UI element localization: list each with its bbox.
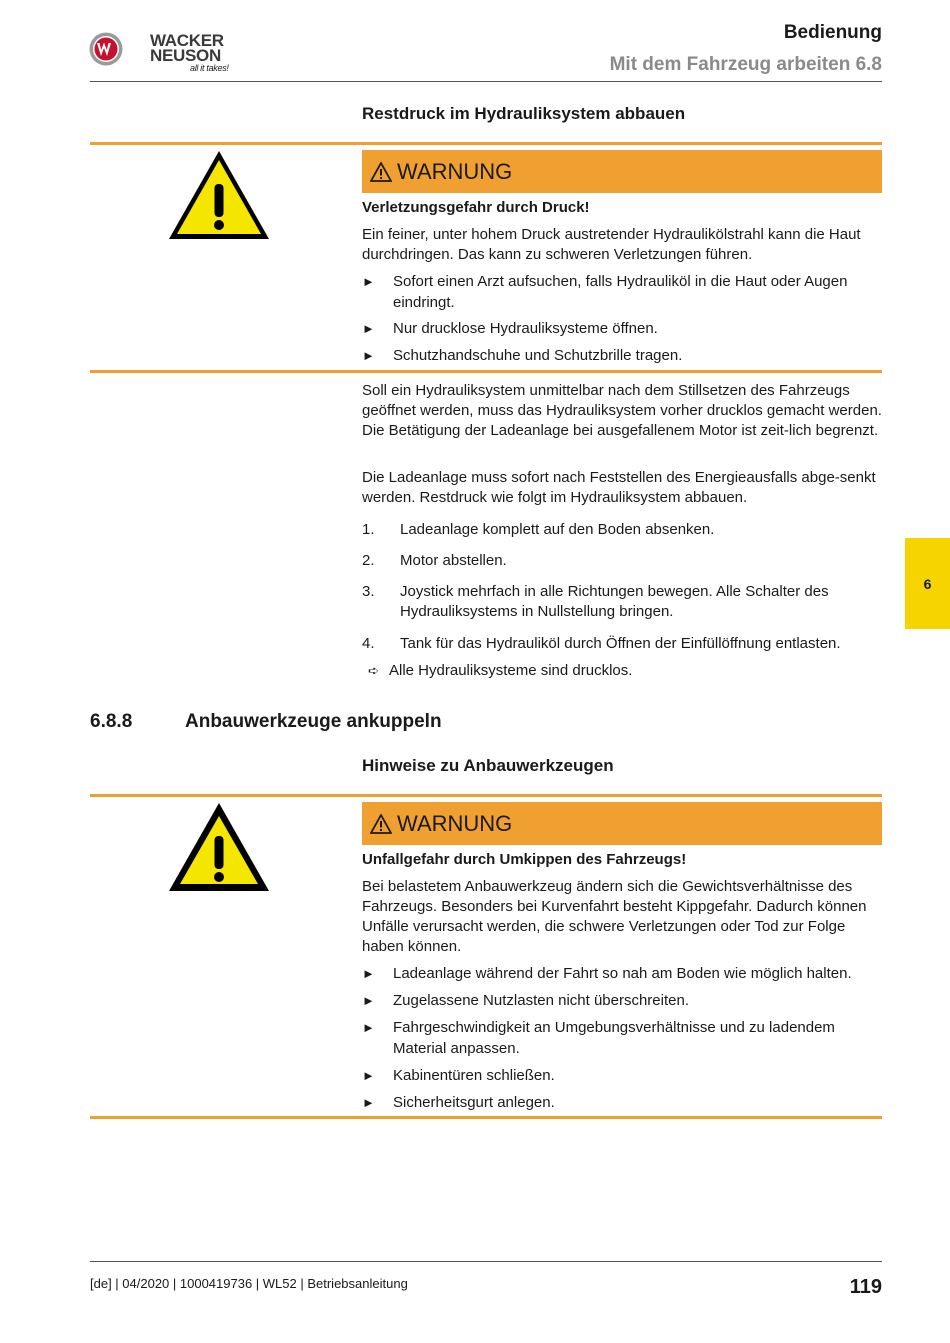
bullet-arrow-icon: ► — [362, 321, 375, 336]
step-text: Tank für das Hydrauliköl durch Öffnen der Einfüllöffnung entlasten. — [400, 635, 841, 652]
bullet-arrow-icon: ► — [362, 1020, 375, 1035]
warning-text: Bei belastetem Anbauwerkzeug ändern sich die Gewichtsverhältnisse des Fahrzeugs. Besonders bei Kurvenfahrt besteht Kippgefahr. Dadurch können Unfälle verursacht werden, die schwere Verletzungen oder Tod zur Folge haben können. — [362, 878, 867, 955]
page-number: 119 — [849, 1276, 882, 1298]
warning-hazard-icon — [166, 148, 272, 242]
step-item — [362, 520, 882, 540]
result-text: Alle Hydrauliksysteme sind drucklos. — [389, 662, 633, 679]
subsection-heading: Hinweise zu Anbauwerkzeugen — [362, 756, 614, 775]
warning-bullet — [362, 345, 882, 366]
warning-title: Verletzungsgefahr durch Druck! — [362, 199, 590, 216]
brand-tagline: all it takes! — [190, 63, 229, 73]
step-item — [362, 582, 882, 622]
brand-wordmark — [150, 33, 229, 73]
brand-line-2: NEUSON — [150, 46, 221, 65]
step-number: 4. — [362, 635, 375, 652]
warning-bullet — [362, 990, 882, 1011]
bullet-text: Nur drucklose Hydrauliksysteme öffnen. — [393, 320, 658, 337]
section-heading-main: Anbauwerkzeuge ankuppeln — [185, 711, 442, 732]
step-item — [362, 634, 882, 654]
step-number: 2. — [362, 552, 375, 569]
warning-bullet — [362, 963, 882, 984]
result-line — [368, 661, 632, 681]
bullet-arrow-icon: ► — [362, 1095, 375, 1110]
bullet-text: Sicherheitsgurt anlegen. — [393, 1094, 555, 1111]
chapter-title: Bedienung — [783, 22, 882, 43]
header-divider — [90, 81, 882, 82]
bullet-text: Schutzhandschuhe und Schutzbrille tragen. — [393, 347, 683, 364]
warning-bullet — [362, 271, 882, 313]
warning-triangle-icon — [370, 814, 392, 834]
warning-bullet — [362, 1092, 882, 1113]
bullet-text: Fahrgeschwindigkeit an Umgebungsverhältnisse und zu ladendem Material anpassen. — [393, 1019, 835, 1057]
bullet-arrow-icon: ► — [362, 348, 375, 363]
warning-triangle-icon — [370, 162, 392, 182]
chapter-tab — [905, 538, 950, 629]
paragraph: Die Ladeanlage muss sofort nach Feststellen des Energieausfalls abge-senkt werden. Restdruck wie folgt im Hydrauliksystem abbauen. — [362, 469, 876, 506]
warning-banner — [362, 802, 882, 845]
warning-bullet — [362, 1065, 882, 1086]
warning-title: Unfallgefahr durch Umkippen des Fahrzeugs! — [362, 851, 687, 868]
bullet-text: Kabinentüren schließen. — [393, 1067, 555, 1084]
result-arrow-icon: ➪ — [368, 663, 379, 678]
footer-divider — [90, 1261, 882, 1262]
warning-banner — [362, 150, 882, 193]
warning-bullet — [362, 1017, 882, 1059]
section-number: 6.8.8 — [90, 711, 133, 732]
section-heading: Restdruck im Hydrauliksystem abbauen — [362, 104, 686, 123]
bullet-text: Sofort einen Arzt aufsuchen, falls Hydrauliköl in die Haut oder Augen eindringt. — [393, 273, 848, 311]
bullet-arrow-icon: ► — [362, 993, 375, 1008]
warning-bottom-rule — [90, 1116, 882, 1119]
step-number: 1. — [362, 521, 375, 538]
bullet-arrow-icon: ► — [362, 966, 375, 981]
warning-bottom-rule — [90, 370, 882, 373]
warning-top-rule — [90, 142, 882, 145]
step-number: 3. — [362, 583, 375, 600]
section-title: Mit dem Fahrzeug arbeiten 6.8 — [609, 54, 882, 75]
paragraph: Soll ein Hydrauliksystem unmittelbar nach dem Stillsetzen des Fahrzeugs geöffnet werden, muss das Hydrauliksystem vorher drucklos gemacht werden. Die Betätigung der Ladeanlage bei ausgefallenem Motor ist zeit-lich begrenzt. — [362, 382, 882, 439]
bullet-text: Ladeanlage während der Fahrt so nah am Boden wie möglich halten. — [393, 965, 852, 982]
warning-top-rule — [90, 794, 882, 797]
bullet-text: Zugelassene Nutzlasten nicht überschreiten. — [393, 992, 690, 1009]
warning-text: Ein feiner, unter hohem Druck austretender Hydraulikölstrahl kann die Haut durchdringen. Das kann zu schweren Verletzungen führen. — [362, 226, 861, 263]
step-item — [362, 551, 882, 571]
footer-info: [de] | 04/2020 | 1000419736 | WL52 | Betriebsanleitung — [90, 1276, 408, 1291]
step-text: Motor abstellen. — [400, 552, 507, 569]
brand-line-1: WACKER — [150, 31, 224, 50]
step-text: Joystick mehrfach in alle Richtungen bewegen. Alle Schalter des Hydrauliksystems in Nullstellung bringen. — [400, 583, 829, 620]
warning-hazard-icon — [166, 800, 272, 894]
bullet-arrow-icon: ► — [362, 274, 375, 289]
warning-label: WARNUNG — [397, 158, 513, 184]
wacker-neuson-logo-icon — [89, 32, 123, 66]
bullet-arrow-icon: ► — [362, 1068, 375, 1083]
warning-bullet — [362, 318, 882, 339]
warning-label: WARNUNG — [397, 810, 513, 836]
chapter-tab-number: 6 — [923, 575, 932, 592]
step-text: Ladeanlage komplett auf den Boden absenken. — [400, 521, 715, 538]
